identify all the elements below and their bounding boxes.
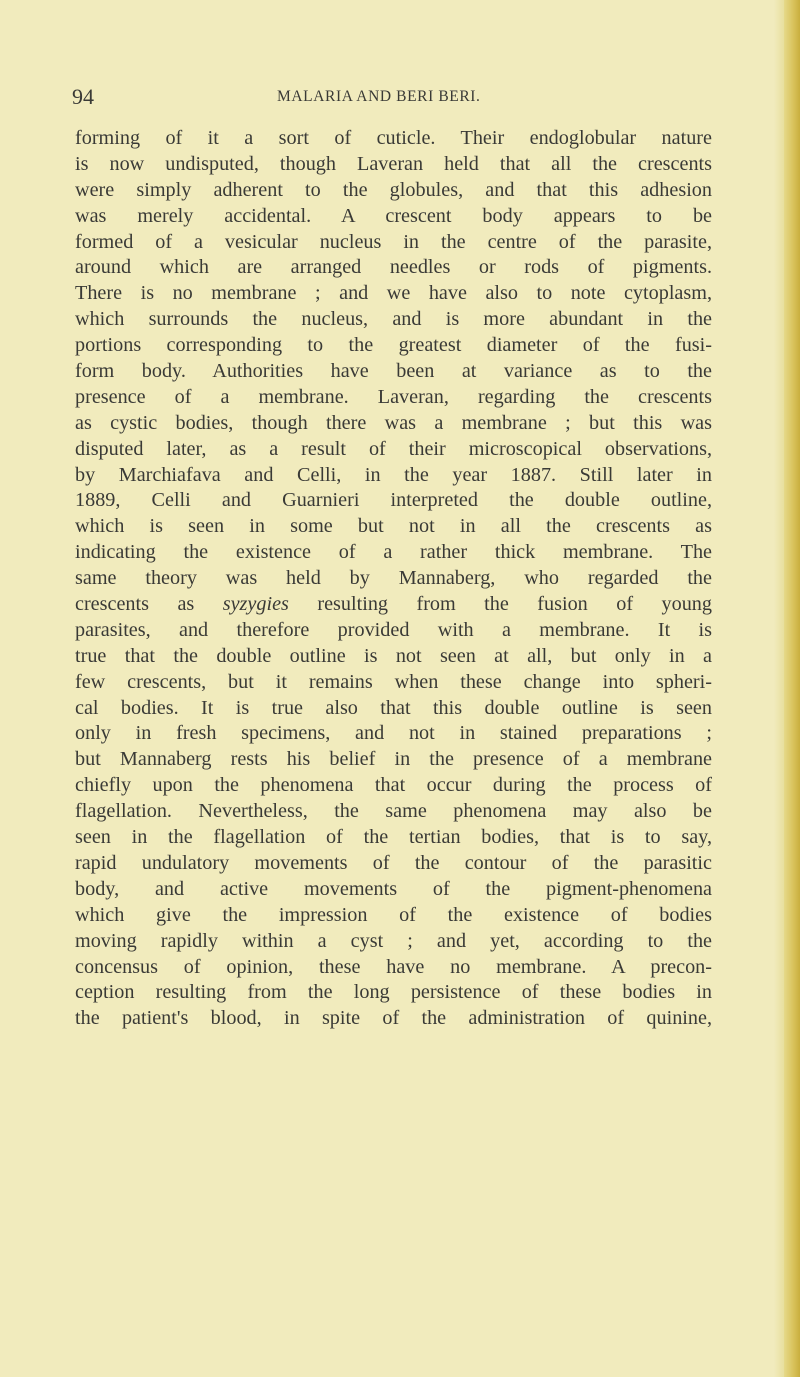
text-line: is now undisputed, though Laveran held that all the crescents — [75, 152, 712, 175]
text-line: same theory was held by Mannaberg, who regarded the — [75, 567, 712, 590]
text-line: around which are arranged needles or rods of pigments. — [75, 256, 712, 279]
text-line: indicating the existence of a rather thick membrane. The — [75, 541, 712, 564]
text-line: rapid undulatory movements of the contour of the parasitic — [75, 851, 712, 874]
page-number: 94 — [72, 84, 94, 109]
body-text — [75, 126, 712, 1032]
italic-term: syzygies — [222, 593, 289, 616]
text-line: the patient's blood, in spite of the administration of quinine, — [75, 1007, 712, 1030]
text-line: cal bodies. It is true also that this double outline is seen — [75, 696, 712, 719]
running-title: MALARIA AND BERI BERI. — [277, 88, 481, 105]
text-line: true that the double outline is not seen at all, but only in a — [75, 644, 712, 667]
text-line — [75, 592, 712, 618]
text-line: as cystic bodies, though there was a membrane ; but this was — [75, 411, 712, 434]
text-line: parasites, and therefore provided with a membrane. It is — [75, 618, 712, 641]
text-line: presence of a membrane. Laveran, regarding the crescents — [75, 385, 712, 408]
text-line: moving rapidly within a cyst ; and yet, according to the — [75, 929, 712, 952]
text-line: portions corresponding to the greatest diameter of the fusi- — [75, 334, 712, 357]
text-line: body, and active movements of the pigment-phenomena — [75, 877, 712, 900]
page-header — [72, 84, 712, 114]
text-span: resulting from the fusion of young — [288, 593, 712, 616]
text-line: which surrounds the nucleus, and is more abundant in the — [75, 308, 712, 331]
page-shadow — [774, 0, 784, 1377]
text-line: ception resulting from the long persistence of these bodies in — [75, 981, 712, 1004]
text-line: formed of a vesicular nucleus in the centre of the parasite, — [75, 230, 712, 253]
text-line: was merely accidental. A crescent body appears to be — [75, 204, 712, 227]
text-line: few crescents, but it remains when these change into spheri- — [75, 670, 712, 693]
text-line: by Marchiafava and Celli, in the year 1887. Still later in — [75, 463, 712, 486]
text-line: were simply adherent to the globules, and that this adhesion — [75, 178, 712, 201]
text-line: which is seen in some but not in all the crescents as — [75, 515, 712, 538]
text-line: concensus of opinion, these have no membrane. A precon- — [75, 955, 712, 978]
text-line: forming of it a sort of cuticle. Their endoglobular nature — [75, 127, 712, 149]
text-line: only in fresh specimens, and not in stained preparations ; — [75, 722, 712, 745]
text-line: 1889, Celli and Guarnieri interpreted the double outline, — [75, 489, 712, 512]
text-line: which give the impression of the existence of bodies — [75, 903, 712, 926]
text-line: disputed later, as a result of their microscopical observations, — [75, 437, 712, 460]
text-line: flagellation. Nevertheless, the same phenomena may also be — [75, 800, 712, 823]
text-line: chiefly upon the phenomena that occur during the process of — [75, 774, 712, 797]
text-line: seen in the flagellation of the tertian bodies, that is to say, — [75, 826, 712, 849]
text-line: There is no membrane ; and we have also to note cytoplasm, — [75, 282, 712, 305]
page-binding-edge — [784, 0, 800, 1377]
text-line: but Mannaberg rests his belief in the presence of a membrane — [75, 748, 712, 771]
text-span: crescents as — [75, 593, 223, 616]
text-line: form body. Authorities have been at variance as to the — [75, 360, 712, 383]
